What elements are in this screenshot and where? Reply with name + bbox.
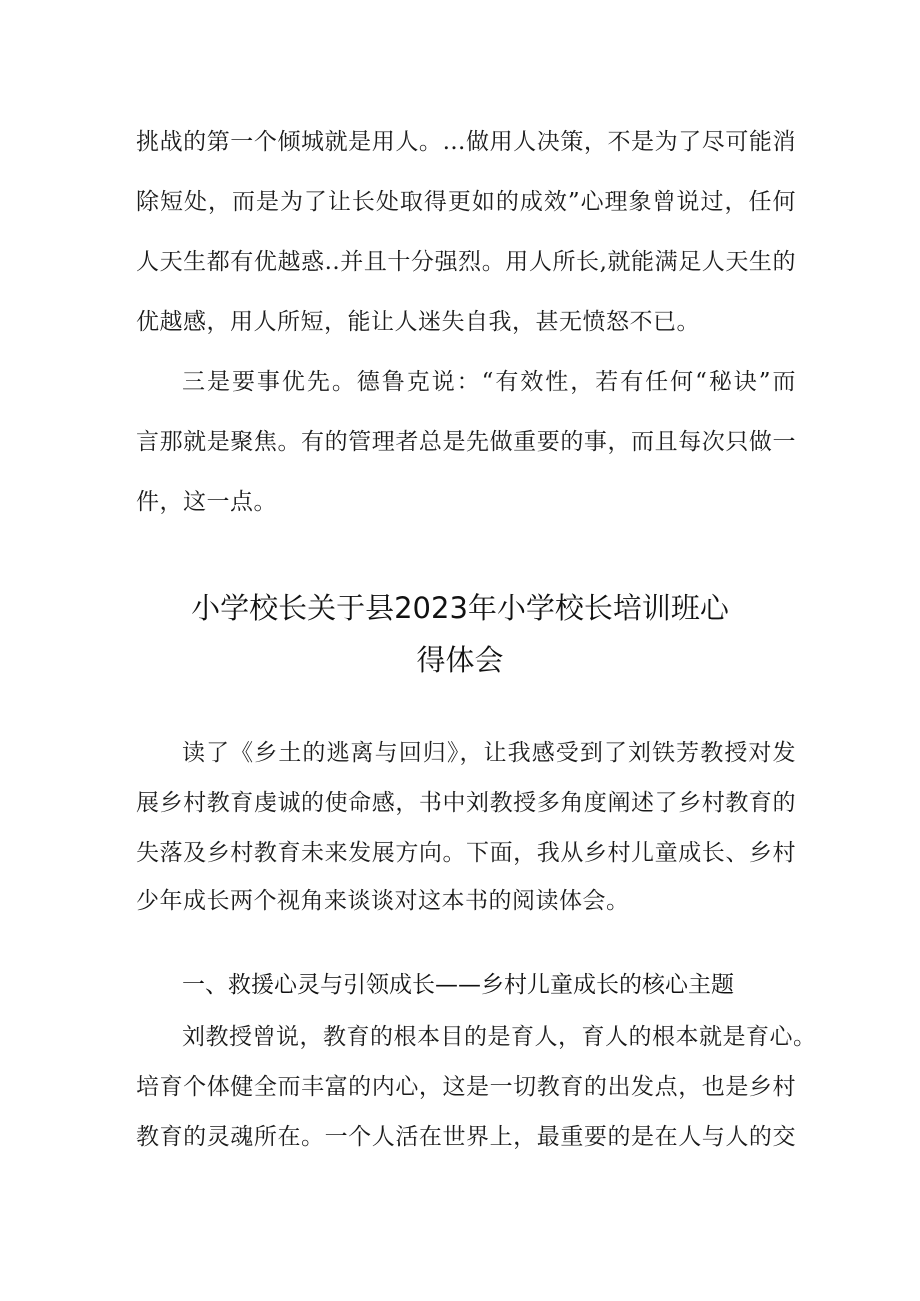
text-line: 三是要事优先。德鲁克说：“有效性，若有任何“秘诀”而 — [182, 369, 796, 395]
text-line: 少年成长两个视角来谈谈对这本书的阅读体会。 — [136, 888, 630, 914]
article-title-line2: 得体会 — [416, 643, 504, 677]
text-line: 挑战的第一个倾城就是用人。…做用人决策，不是为了尽可能消 — [136, 129, 796, 155]
article-title-line1: 小学校长关于县2023年小学校长培训班心 — [191, 591, 729, 625]
text-line: 培育个体健全而丰富的内心，这是一切教育的出发点，也是乡村 — [136, 1074, 796, 1100]
text-line: 教育的灵魂所在。一个人活在世界上，最重要的是在人与人的交 — [136, 1124, 796, 1150]
text-line: 展乡村教育虔诚的使命感，书中刘教授多角度阐述了乡村教育的 — [136, 790, 796, 816]
text-line: 人天生都有优越惑..并且十分强烈。用人所长,就能满足人天生的 — [136, 249, 796, 275]
section-heading: 一、救援心灵与引领成长——乡村儿童成长的核心主题 — [182, 972, 734, 998]
text-line: 除短处，而是为了让长处取得更如的成效”心理象曾说过，任何 — [136, 189, 796, 215]
text-line: 刘教授曾说，教育的根本目的是育人，育人的根本就是育心。 — [182, 1024, 817, 1050]
text-line: 失落及乡村教育未来发展方向。下面，我从乡村儿童成长、乡村 — [136, 840, 796, 866]
text-line: 言那就是聚焦。有的管理者总是先做重要的事，而且每次只做一 — [136, 429, 796, 455]
text-line: 读了《乡土的逃离与回归》，让我感受到了刘铁芳教授对发 — [182, 740, 796, 766]
text-line: 件，这一点。 — [136, 489, 277, 515]
text-line: 优越感，用人所短，能让人迷失自我，甚无愤怒不已。 — [136, 309, 700, 335]
